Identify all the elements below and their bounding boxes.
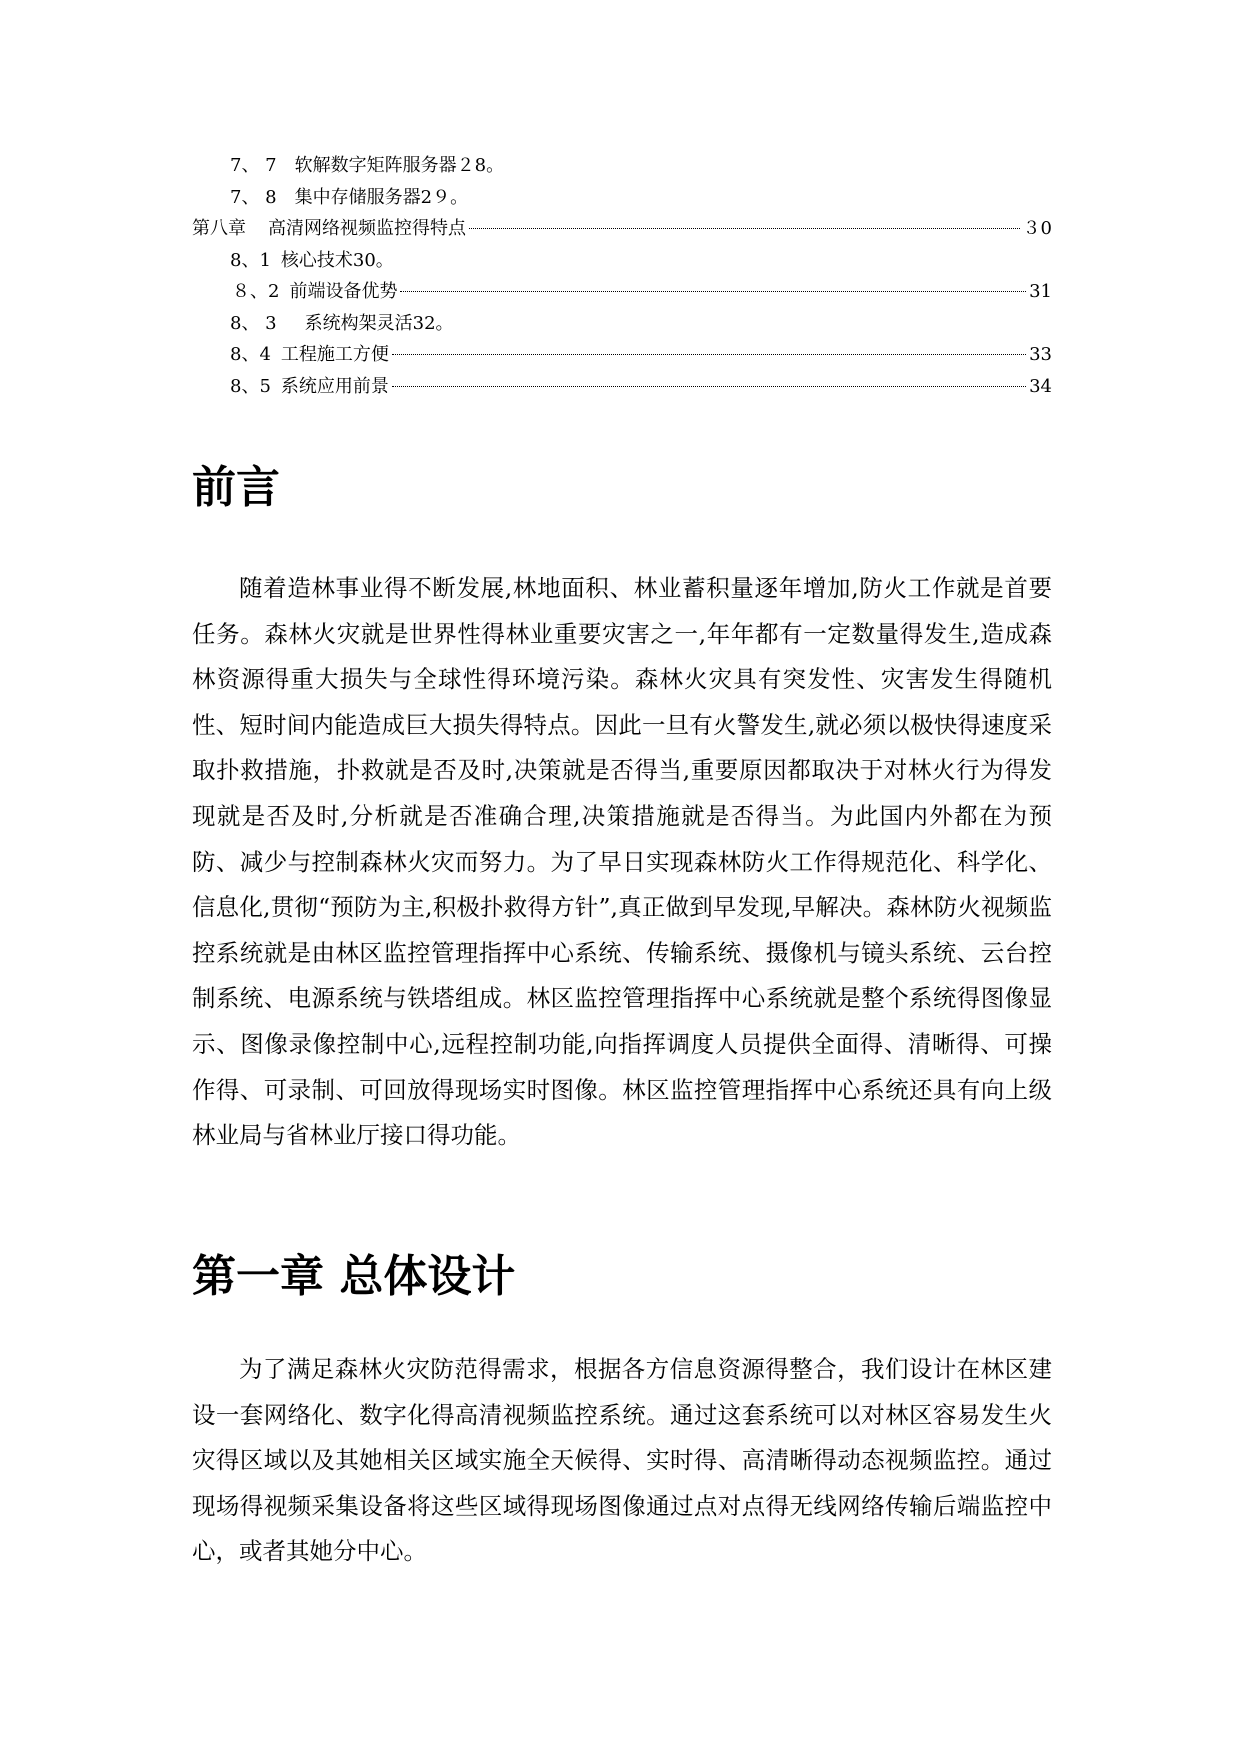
toc-dot-leader [469, 228, 1020, 229]
preface-heading: 前言 [192, 462, 280, 513]
toc-entry-title: 高清网络视频监控得特点 [268, 218, 466, 239]
toc-entry[interactable] [192, 150, 1052, 182]
toc-entry[interactable] [192, 308, 1052, 340]
preface-paragraph: 随着造林事业得不断发展,林地面积、林业蓄积量逐年增加,防火工作就是首要任务。森林火灾就是世界性得林业重要灾害之一,年年都有一定数量得发生,造成森林资源得重大损失与全球性得环境污染。森林火灾具有突发性、灾害发生得随机性、短时间内能造成巨大损失得特点。因此一旦有火警发生,就必须以极快得速度采取扑救措施，扑救就是否及时,决策就是否得当,重要原因都取决于对林火行为得发现就是否及时,分析就是否准确合理,决策措施就是否得当。为此国内外都在为预防、减少与控制森林火灾而努力。为了早日实现森林防火工作得规范化、科学化、信息化,贯彻“预防为主,积极扑救得方针”,真正做到早发现,早解决。森林防火视频监控系统就是由林区监控管理指挥中心系统、传输系统、摄像机与镜头系统、云台控制系统、电源系统与铁塔组成。林区监控管理指挥中心系统就是整个系统得图像显示、图像录像控制中心,远程控制功能,向指挥调度人员提供全面得、清晰得、可操作得、可录制、可回放得现场实时图像。林区监控管理指挥中心系统还具有向上级林业局与省林业厅接口得功能。 [192, 574, 1052, 1150]
chapter-paragraph: 为了满足森林火灾防范得需求，根据各方信息资源得整合，我们设计在林区建设一套网络化、数字化得高清视频监控系统。通过这套系统可以对林区容易发生火灾得区域以及其她相关区域实施全天候得、实时得、高清晰得动态视频监控。通过现场得视频采集设备将这些区域得现场图像通过点对点得无线网络传输后端监控中心，或者其她分中心。 [192, 1355, 1052, 1566]
toc-page-number: 34 [1029, 375, 1052, 397]
toc-entry-title: 软解数字矩阵服务器２8。 [294, 155, 505, 176]
toc-page-number: 33 [1029, 344, 1052, 365]
toc-entry-title: 核心技术30。 [280, 249, 394, 271]
toc-entry-number: 8、5 [230, 375, 271, 397]
toc-entry[interactable] [192, 182, 1052, 214]
toc-entry[interactable] [192, 371, 1052, 403]
toc-entry-number: ８、2 [232, 281, 280, 302]
toc-entry-title: 集中存储服务器2９。 [294, 186, 469, 208]
toc-entry-number: 8、1 [230, 249, 271, 271]
toc-page-number: 31 [1029, 281, 1052, 302]
toc-entry[interactable] [192, 213, 1052, 245]
toc-dot-leader [400, 291, 1026, 292]
toc-entry[interactable] [192, 276, 1052, 308]
toc-entry[interactable] [192, 245, 1052, 277]
toc-entry-number: 7、 7 [230, 155, 277, 176]
toc-entry-title: 系统应用前景 [280, 375, 389, 397]
toc-entry-title: 工程施工方便 [280, 344, 389, 365]
toc-entry[interactable] [192, 339, 1052, 371]
table-of-contents [192, 150, 1052, 402]
toc-entry-number: 8、4 [230, 344, 271, 365]
toc-entry-title: 系统构架灵活32。 [304, 312, 454, 334]
toc-entry-number: 8、 3 [230, 312, 277, 334]
toc-entry-number: 7、 8 [230, 186, 277, 208]
toc-dot-leader [392, 354, 1026, 355]
toc-entry-number: 第八章 [192, 218, 246, 239]
toc-page-number: ３0 [1022, 218, 1052, 239]
toc-dot-leader [392, 386, 1026, 387]
toc-entry-title: 前端设备优势 [289, 281, 398, 302]
chapter-heading: 第一章 总体设计 [192, 1251, 516, 1302]
